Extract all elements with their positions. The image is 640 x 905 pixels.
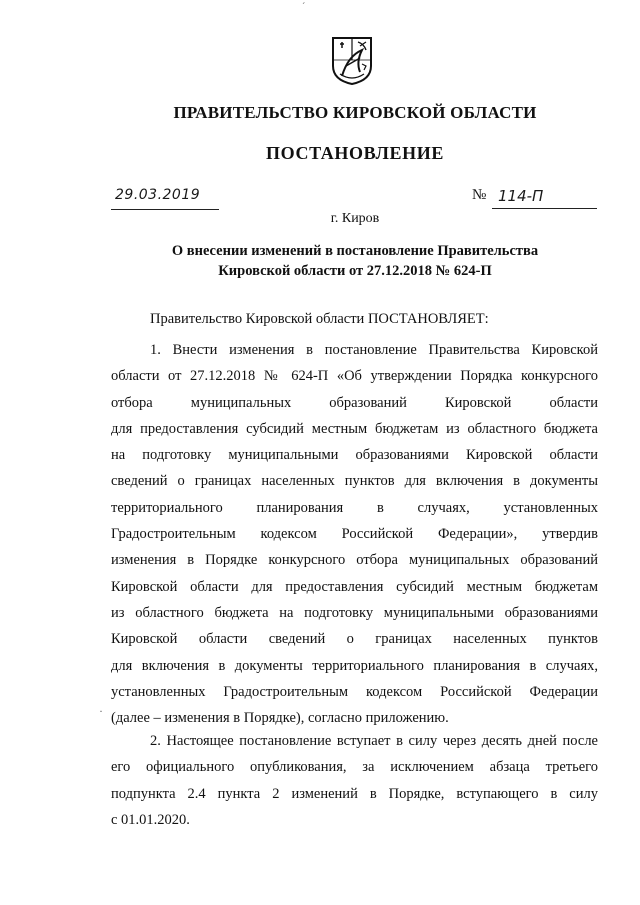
scan-mark: ´	[302, 2, 306, 13]
government-title: ПРАВИТЕЛЬСТВО КИРОВСКОЙ ОБЛАСТИ	[173, 103, 537, 122]
text-line: области от 27.12.2018 № 624-П «Об утверждении Порядка конкурсного	[111, 368, 598, 385]
text-line: на подготовку муниципальными образованиями Кировской области	[111, 447, 598, 464]
number-underline	[492, 208, 597, 209]
handwritten-number: 114-П	[498, 187, 544, 205]
document-subject	[100, 241, 610, 281]
subject-line: О внесении изменений в постановление Правительства	[171, 243, 539, 259]
resolution-intro: Правительство Кировской области ПОСТАНОВЛЯЕТ:	[150, 311, 489, 327]
text-line: с 01.01.2020.	[111, 811, 190, 828]
date-field	[111, 187, 219, 210]
text-line: 1. Внести изменения в постановление Правительства Кировской	[150, 342, 598, 358]
scan-mark: ·	[99, 704, 103, 718]
kirov-oblast-coat-of-arms-icon	[330, 36, 374, 86]
text-line: сведений о границах населенных пунктов для включения в документы	[111, 473, 598, 490]
text-line: отбора муниципальных образований Кировской области	[111, 394, 598, 411]
number-sign: №	[472, 187, 487, 203]
text-line: подпункта 2.4 пункта 2 изменений в Порядке, вступающего в силу	[111, 785, 598, 802]
text-line: для включения в документы территориального планирования в случаях,	[111, 657, 598, 674]
paragraph-1	[111, 337, 598, 731]
city-name: г. Киров	[330, 211, 380, 226]
document-type-title: ПОСТАНОВЛЕНИЕ	[266, 143, 444, 163]
text-line: из областного бюджета на подготовку муниципальными образованиями	[111, 604, 598, 621]
handwritten-date: 29.03.2019	[115, 187, 201, 203]
text-line: 2. Настоящее постановление вступает в силу через десять дней после	[150, 733, 598, 749]
text-line: территориального планирования в случаях, установленных	[111, 499, 598, 516]
text-line: Кировской области для предоставления субсидий местным бюджетам	[111, 578, 598, 595]
text-line: Градостроительным кодексом Российской Федерации», утвердив	[111, 526, 598, 543]
text-line: Кировской области сведений о границах населенных пунктов	[111, 631, 598, 648]
text-line: установленных Градостроительным кодексом Российской Федерации	[111, 683, 598, 700]
text-line: для предоставления субсидий местным бюджетам из областного бюджета	[111, 420, 598, 437]
paragraph-2	[111, 728, 598, 833]
text-line: изменения в Порядке конкурсного отбора муниципальных образований	[111, 552, 598, 569]
subject-line: Кировской области от 27.12.2018 № 624-П	[218, 263, 492, 279]
text-line: его официального опубликования, за исключением абзаца третьего	[111, 759, 598, 776]
number-field	[472, 187, 597, 209]
text-line: (далее – изменения в Порядке), согласно приложению.	[111, 710, 449, 727]
